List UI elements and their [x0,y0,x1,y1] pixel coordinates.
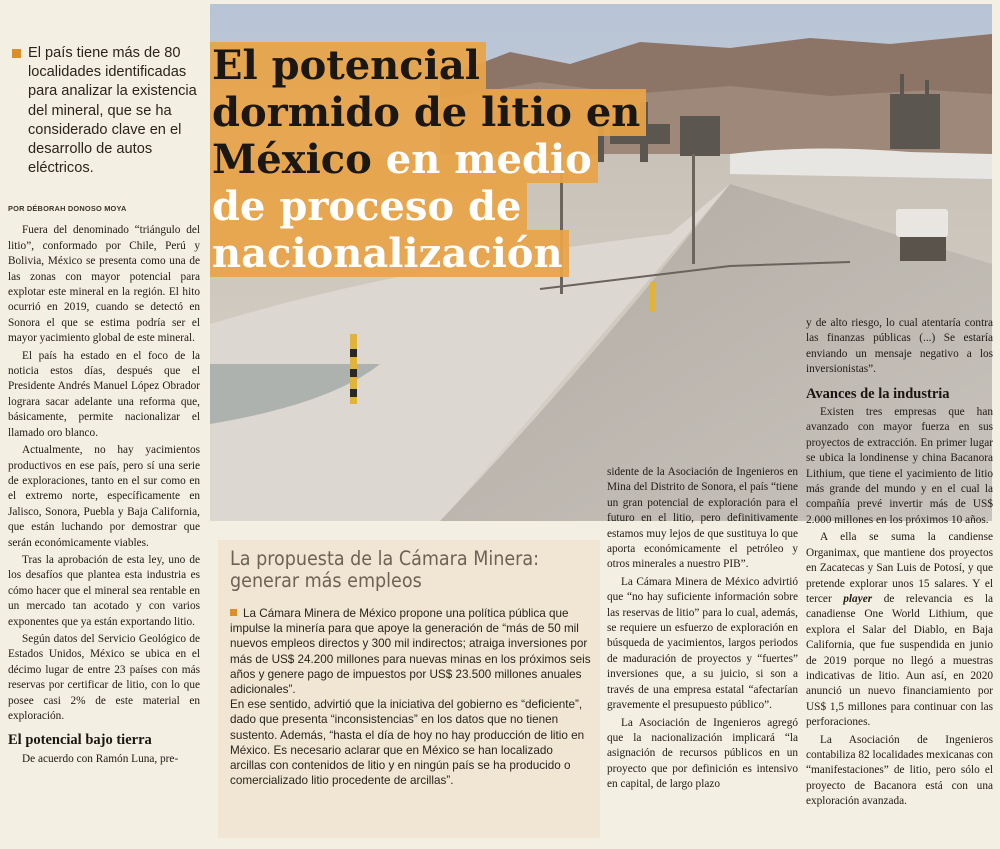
sidebar-box [212,540,600,838]
paragraph: Según datos del Servicio Geológico de Estados Unidos, México se ubica en el décimo lugar de entre 23 países con más reservas por certificar de litio, con lo que posee casi 2% de este material en exploración. [8,632,200,723]
right-column [806,316,993,812]
headline [210,42,646,277]
subhead-potencial: El potencial bajo tierra [8,732,152,749]
box-title-line: generar más empleos [230,569,422,592]
middle-column [607,465,798,795]
paragraph: Fuera del denominado “triángulo del litio”, conformado por Chile, Perú y Bolivia, México se presenta como una de las zonas con mayor potencial para explotar este mineral en la región. El hito ocurrió en 2019, cuando se detectó en Sonora el que se estima podría ser el mayor yacimiento global de este mineral. [8,224,200,345]
box-body [230,606,592,788]
headline-line-4 [210,183,646,230]
headline-light-text: en medio [371,136,592,183]
square-bullet-icon [12,49,21,58]
headline-dark-text: México [212,136,372,183]
byline: POR DÉBORAH DONOSO MOYA [8,204,127,214]
subhead-avances: Avances de la industria [806,385,950,402]
box-title [230,548,592,592]
paragraph: sidente de la Asociación de Ingenieros en Mina del Distrito de Sonora, el país “tiene un gran potencial de exploración para el futuro en el litio, pero definitivamente estamos muy lejos de que sustituya lo que aporta económicamente el petróleo y otros minerales a nuestro PIB”. [607,466,798,571]
paragraph: El país ha estado en el foco de la noticia estos días, después que el Presidente Andrés Manuel López Obrador lograra sacar adelante una reforma que, básicamente, permite nacionalizar el llamado oro blanco. [8,349,200,439]
box-paragraph-text: La Cámara Minera de México propone una política pública que impulse la minería para que apoye la generación de “más de 50 mil nuevos empleos directos y 300 mil indirectos; atraiga inversiones por más de US$ 24.200 millones para nuevas minas en los próximos seis años y genere pago de impuestos por US$ 23.500 millones anuales adicionales”. [230,607,591,697]
lead-text: El país tiene más de 80 localidades identificadas para analizar la existencia del mineral, que se ha considerado clave en el desarrollo de autos eléctricos. [28,45,197,177]
box-paragraph: En ese sentido, advirtió que la iniciativa del gobierno es “deficiente”, dado que presenta “inconsistencias” en los datos que no tienen sustento. Además, “hasta el día de hoy no hay producción de litio en México. Es necesario aclarar que en México se han localizado arcillas con contenidos de litio y en ningún país se ha producido o comercializado litio procedente de arcillas”. [230,698,585,788]
paragraph: Actualmente, no hay yacimientos productivos en ese país, pero sí una serie de exploraciones, tanto en el sur como en el extremo norte, específicamente en Jalisco, Sonora, Puebla y Baja California, que están luchando por demostrar que serán económicamente viables. [8,444,200,549]
paragraph [806,530,993,730]
headline-dark-text: dormido de litio en [212,89,641,136]
paragraph: De acuerdo con Ramón Luna, pre- [22,752,179,765]
headline-light-text: de proceso de [212,183,522,230]
headline-line-2 [210,89,646,136]
headline-line-5 [210,230,646,277]
square-bullet-icon [230,609,237,616]
box-paragraph [230,606,592,697]
paragraph: La Asociación de Ingenieros contabiliza 82 localidades mexicanas con “manifestaciones” de litio, pero sólo el proyecto de Bacanora está con una exploración avanzada. [806,733,993,808]
headline-line-3 [210,136,646,183]
headline-dark-text: El potencial [212,42,480,89]
paragraph-text: A ella se suma la candiense Organimax, que mantiene dos proyectos en Zacatecas y San Luis de Potosí, y que pretende explorar unos 15 salares. Y el tercer [806,531,993,605]
left-column [8,44,200,769]
paragraph: Existen tres empresas que han avanzado con mayor fuerza en sus proyectos de extracción. En primer lugar se ubica la londinense y china Bacanora Lithium, que tiene el yacimiento de litio más grande del mundo y en el cual la compañía prevé invertir más de US$ 2.000 millones en los próximos 10 años. [806,406,993,526]
lead-summary [8,44,200,178]
paragraph: Tras la aprobación de esta ley, uno de los desafíos que plantea esta industria es cómo hacer que el mineral sea rentable en un mercado tan acotado y con varios exponentes que ya están exportando litio. [8,553,200,628]
paragraph: y de alto riesgo, lo cual atentaría contra las finanzas públicas (...) Se estaría enviando un mensaje negativo a los inversionistas”. [806,317,993,376]
paragraph: La Asociación de Ingenieros agregó que la nacionalización implicará “la asignación de recursos públicos en un proyecto que por definición es intensivo en capital, de largo plazo [607,716,798,791]
box-title-line: La propuesta de la Cámara Minera: [230,547,540,570]
italic-word: player [843,592,873,605]
paragraph-text: de relevancia es la canadiense One World Lithium, que explora el Salar del Diablo, en Baja California, que fue suspendida en junio de 2019 porque no llegó a muestras indicativas de litio. Aun así, en 2020 anunció un nuevo financiamiento por US$ 1,5 millones para continuar con las perforaciones. [806,592,993,729]
paragraph: La Cámara Minera de México advirtió que “no hay suficiente información sobre las reservas de litio” para lo cual, además, se requiere un esfuerzo de exploración en búsqueda de yacimientos, largos periodos de maduración de proyectos y “fuertes” inversiones que, a su juicio, si son a través de una empresa estatal “afectarían gravemente el presupuesto público”. [607,575,798,712]
headline-light-text: nacionalización [212,230,563,277]
left-body [8,223,200,767]
headline-line-1 [210,42,646,89]
